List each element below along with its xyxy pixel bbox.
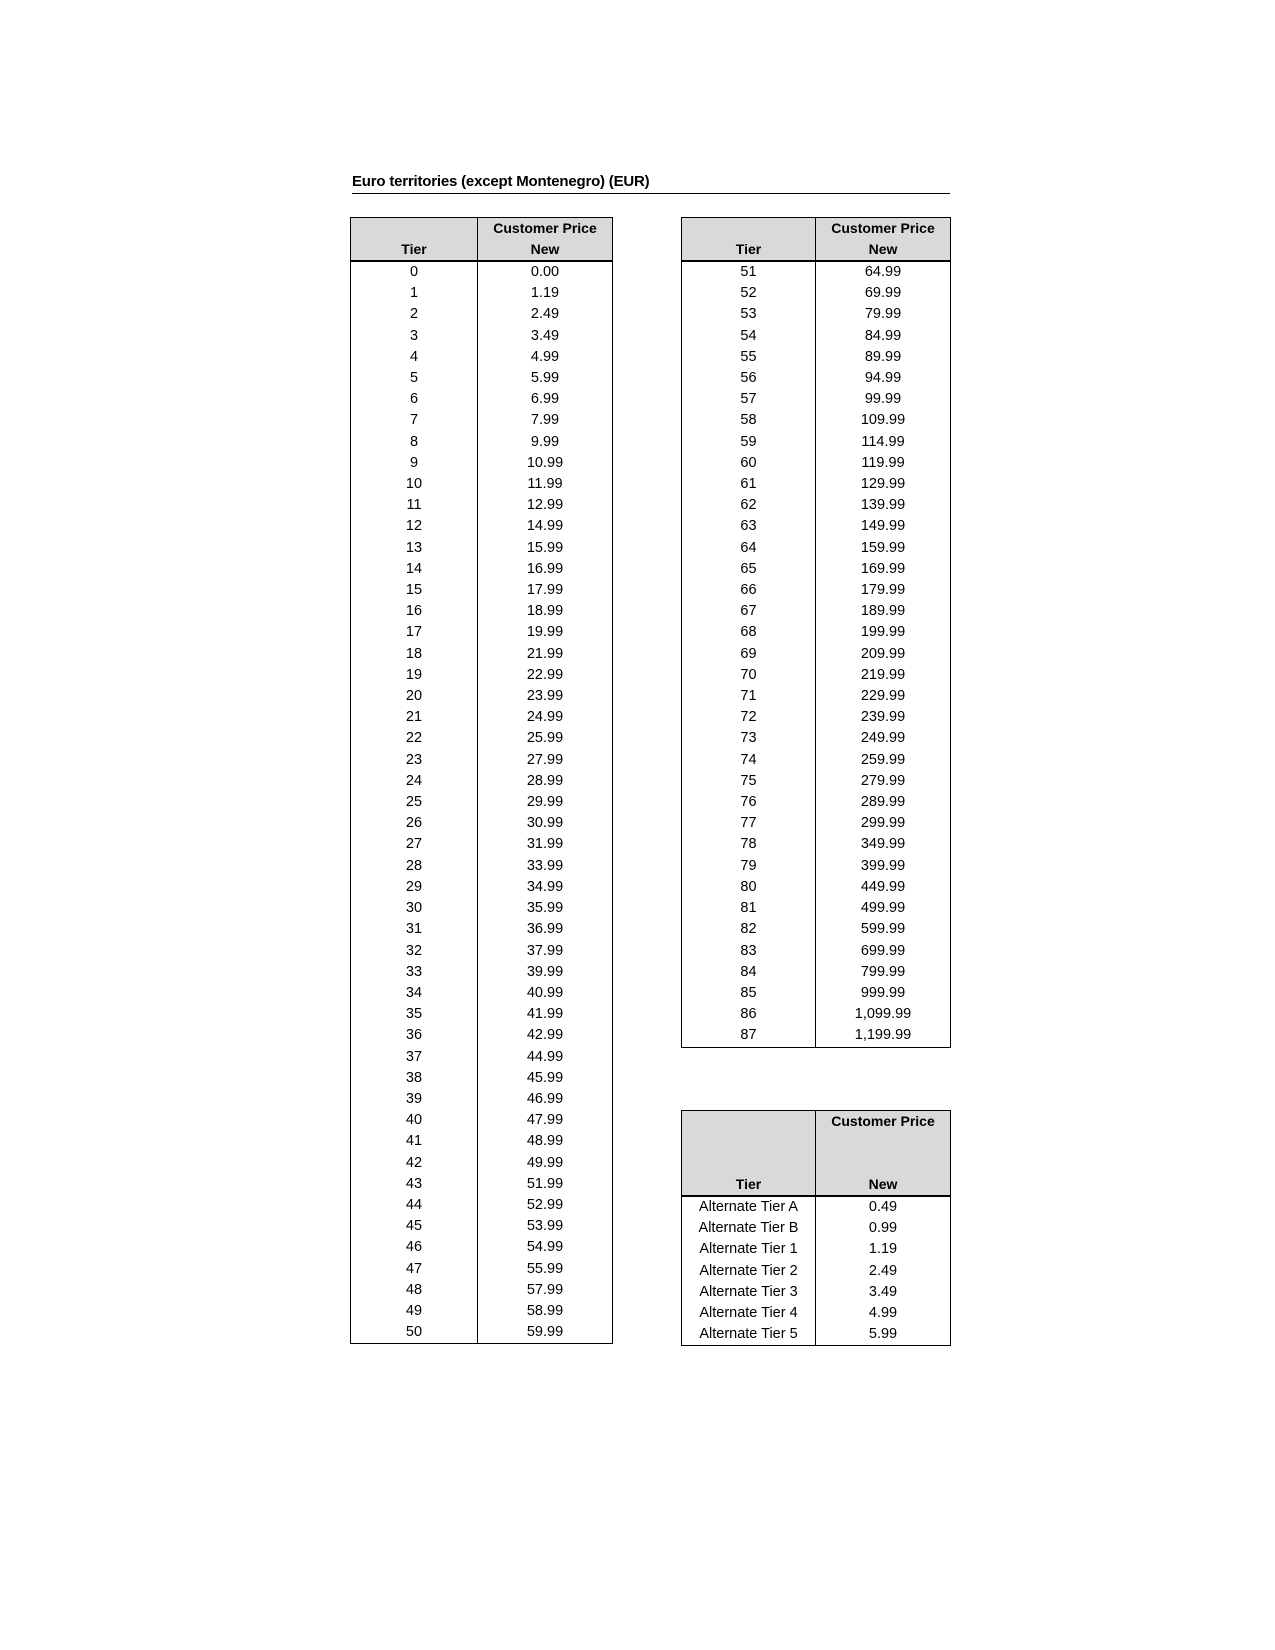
price-cell: 46.99 (478, 1089, 613, 1110)
table-row (682, 1324, 951, 1346)
table-row (682, 261, 951, 283)
price-cell: 94.99 (816, 368, 951, 389)
price-cell: 42.99 (478, 1025, 613, 1046)
tier-cell: 79 (682, 856, 816, 877)
tier-cell: Alternate Tier 4 (682, 1303, 816, 1324)
price-cell: 159.99 (816, 538, 951, 559)
tier-cell: 62 (682, 495, 816, 516)
tier-cell: 22 (351, 728, 478, 749)
price-cell: 84.99 (816, 326, 951, 347)
table-row (351, 834, 613, 855)
table-row (351, 410, 613, 431)
table-row (351, 1047, 613, 1068)
price-cell: 30.99 (478, 813, 613, 834)
tier-cell: 26 (351, 813, 478, 834)
tier-cell: 43 (351, 1174, 478, 1195)
tier-cell: 37 (351, 1047, 478, 1068)
price-cell: 6.99 (478, 389, 613, 410)
table-row (682, 1004, 951, 1025)
table-row (682, 728, 951, 749)
price-cell: 3.49 (478, 326, 613, 347)
tier-cell: 24 (351, 771, 478, 792)
tier-cell: 64 (682, 538, 816, 559)
price-cell: 249.99 (816, 728, 951, 749)
table-row (351, 1322, 613, 1344)
price-cell: 17.99 (478, 580, 613, 601)
table-row (351, 1280, 613, 1301)
price-cell: 229.99 (816, 686, 951, 707)
tier-cell: 56 (682, 368, 816, 389)
price-cell: 149.99 (816, 516, 951, 537)
table-row (351, 1174, 613, 1195)
price-cell: 37.99 (478, 941, 613, 962)
tier-cell: 45 (351, 1216, 478, 1237)
table-row (351, 1068, 613, 1089)
table-row (351, 1216, 613, 1237)
price-cell: 40.99 (478, 983, 613, 1004)
price-cell: 23.99 (478, 686, 613, 707)
tier-cell: 80 (682, 877, 816, 898)
table-row (682, 877, 951, 898)
price-cell: 299.99 (816, 813, 951, 834)
table-row (351, 1259, 613, 1280)
tier-cell: 33 (351, 962, 478, 983)
tier-cell: 30 (351, 898, 478, 919)
tier-cell: 32 (351, 941, 478, 962)
table-row (682, 453, 951, 474)
tier-cell: 11 (351, 495, 478, 516)
table-row (351, 983, 613, 1004)
tier-cell: 70 (682, 665, 816, 686)
price-cell: 4.99 (816, 1303, 951, 1324)
table-row (351, 516, 613, 537)
table-row (682, 771, 951, 792)
customer-price-column-header: Customer Price New (816, 218, 951, 262)
tier-cell: 77 (682, 813, 816, 834)
price-cell: 1,199.99 (816, 1025, 951, 1047)
table-row (351, 474, 613, 495)
price-cell: 5.99 (816, 1324, 951, 1346)
price-cell: 4.99 (478, 347, 613, 368)
price-cell: 129.99 (816, 474, 951, 495)
tier-cell: 75 (682, 771, 816, 792)
tier-cell: 19 (351, 665, 478, 686)
tier-cell: 81 (682, 898, 816, 919)
price-cell: 179.99 (816, 580, 951, 601)
table-row (351, 813, 613, 834)
page-title: Euro territories (except Montenegro) (EUR) (352, 173, 950, 194)
price-cell: 114.99 (816, 432, 951, 453)
price-cell: 239.99 (816, 707, 951, 728)
tier-cell: 59 (682, 432, 816, 453)
table-header-row (682, 218, 951, 262)
table-row (682, 601, 951, 622)
price-cell: 54.99 (478, 1237, 613, 1258)
price-cell: 21.99 (478, 644, 613, 665)
tier-cell: 82 (682, 919, 816, 940)
table-row (351, 856, 613, 877)
customer-price-column-header: Customer Price New (816, 1111, 951, 1197)
tier-cell: 55 (682, 347, 816, 368)
table-row (682, 898, 951, 919)
price-cell: 47.99 (478, 1110, 613, 1131)
price-cell: 1,099.99 (816, 1004, 951, 1025)
table-row (351, 771, 613, 792)
price-cell: 3.49 (816, 1282, 951, 1303)
price-cell: 259.99 (816, 750, 951, 771)
table-row (351, 898, 613, 919)
tier-cell: 14 (351, 559, 478, 580)
price-cell: 109.99 (816, 410, 951, 431)
tier-cell: 35 (351, 1004, 478, 1025)
table-row (351, 601, 613, 622)
price-cell: 10.99 (478, 453, 613, 474)
table-row (682, 495, 951, 516)
table-row (682, 941, 951, 962)
tier-cell: 65 (682, 559, 816, 580)
tier-cell: 4 (351, 347, 478, 368)
price-tier-table-right (681, 217, 951, 1048)
table-row (682, 1196, 951, 1218)
price-cell: 289.99 (816, 792, 951, 813)
price-cell: 7.99 (478, 410, 613, 431)
tier-cell: Alternate Tier 2 (682, 1261, 816, 1282)
tier-cell: 50 (351, 1322, 478, 1344)
tier-cell: 85 (682, 983, 816, 1004)
tier-cell: Alternate Tier B (682, 1218, 816, 1239)
table-row (682, 622, 951, 643)
price-cell: 64.99 (816, 261, 951, 283)
tier-cell: 5 (351, 368, 478, 389)
table-row (682, 1261, 951, 1282)
price-cell: 499.99 (816, 898, 951, 919)
tier-cell: 3 (351, 326, 478, 347)
table-row (682, 580, 951, 601)
table-row (351, 941, 613, 962)
tier-cell: 8 (351, 432, 478, 453)
tier-cell: 10 (351, 474, 478, 495)
tier-cell: 28 (351, 856, 478, 877)
table-row (351, 707, 613, 728)
price-cell: 1.19 (816, 1239, 951, 1260)
table-row (682, 1025, 951, 1047)
table-row (351, 389, 613, 410)
table-row (682, 432, 951, 453)
tier-cell: 41 (351, 1131, 478, 1152)
price-cell: 24.99 (478, 707, 613, 728)
price-cell: 55.99 (478, 1259, 613, 1280)
tier-column-header: Tier (351, 218, 478, 262)
price-cell: 89.99 (816, 347, 951, 368)
table-row (682, 1239, 951, 1260)
tier-cell: 71 (682, 686, 816, 707)
price-cell: 11.99 (478, 474, 613, 495)
table-row (351, 877, 613, 898)
tier-cell: 39 (351, 1089, 478, 1110)
table-row (351, 495, 613, 516)
price-cell: 279.99 (816, 771, 951, 792)
price-cell: 14.99 (478, 516, 613, 537)
price-cell: 59.99 (478, 1322, 613, 1344)
table-row (351, 283, 613, 304)
tier-cell: 13 (351, 538, 478, 559)
tier-cell: 63 (682, 516, 816, 537)
table-row (351, 665, 613, 686)
price-cell: 18.99 (478, 601, 613, 622)
price-cell: 9.99 (478, 432, 613, 453)
table-row (351, 962, 613, 983)
table-row (351, 304, 613, 325)
price-cell: 36.99 (478, 919, 613, 940)
price-cell: 699.99 (816, 941, 951, 962)
table-row (351, 1131, 613, 1152)
tier-cell: 73 (682, 728, 816, 749)
price-cell: 31.99 (478, 834, 613, 855)
price-cell: 209.99 (816, 644, 951, 665)
price-cell: 41.99 (478, 1004, 613, 1025)
price-cell: 399.99 (816, 856, 951, 877)
tier-cell: 17 (351, 622, 478, 643)
price-cell: 0.00 (478, 261, 613, 283)
price-cell: 53.99 (478, 1216, 613, 1237)
price-cell: 22.99 (478, 665, 613, 686)
tier-cell: 68 (682, 622, 816, 643)
tier-cell: 21 (351, 707, 478, 728)
tier-cell: 18 (351, 644, 478, 665)
price-cell: 49.99 (478, 1153, 613, 1174)
table-row (351, 580, 613, 601)
price-cell: 27.99 (478, 750, 613, 771)
tier-cell: 46 (351, 1237, 478, 1258)
tier-cell: 78 (682, 834, 816, 855)
table-row (682, 410, 951, 431)
tier-cell: Alternate Tier 3 (682, 1282, 816, 1303)
table-row (682, 347, 951, 368)
tier-cell: 15 (351, 580, 478, 601)
table-row (351, 559, 613, 580)
price-cell: 119.99 (816, 453, 951, 474)
tier-cell: 69 (682, 644, 816, 665)
price-cell: 45.99 (478, 1068, 613, 1089)
tier-cell: 0 (351, 261, 478, 283)
tier-cell: 7 (351, 410, 478, 431)
price-cell: 25.99 (478, 728, 613, 749)
tier-cell: 34 (351, 983, 478, 1004)
table-row (351, 453, 613, 474)
price-cell: 449.99 (816, 877, 951, 898)
tier-cell: 1 (351, 283, 478, 304)
table-row (682, 813, 951, 834)
tier-cell: 83 (682, 941, 816, 962)
price-cell: 34.99 (478, 877, 613, 898)
tier-cell: 49 (351, 1301, 478, 1322)
price-cell: 39.99 (478, 962, 613, 983)
tier-cell: 25 (351, 792, 478, 813)
price-cell: 69.99 (816, 283, 951, 304)
table-row (351, 919, 613, 940)
price-cell: 199.99 (816, 622, 951, 643)
tier-cell: 67 (682, 601, 816, 622)
price-cell: 2.49 (816, 1261, 951, 1282)
tier-cell: 27 (351, 834, 478, 855)
table-row (682, 856, 951, 877)
tier-cell: 51 (682, 261, 816, 283)
tier-cell: 40 (351, 1110, 478, 1131)
tier-cell: 2 (351, 304, 478, 325)
tier-cell: 6 (351, 389, 478, 410)
table-row (682, 834, 951, 855)
table-row (682, 962, 951, 983)
tier-cell: 57 (682, 389, 816, 410)
table-row (682, 368, 951, 389)
price-tier-table-left (350, 217, 613, 1344)
price-cell: 28.99 (478, 771, 613, 792)
price-cell: 99.99 (816, 389, 951, 410)
tier-cell: 54 (682, 326, 816, 347)
table-row (351, 1237, 613, 1258)
table-header-row (351, 218, 613, 262)
tier-cell: Alternate Tier A (682, 1196, 816, 1218)
table-row (682, 1303, 951, 1324)
price-cell: 1.19 (478, 283, 613, 304)
price-cell: 48.99 (478, 1131, 613, 1152)
price-cell: 51.99 (478, 1174, 613, 1195)
price-cell: 349.99 (816, 834, 951, 855)
table-row (351, 261, 613, 283)
table-row (682, 665, 951, 686)
tier-cell: 20 (351, 686, 478, 707)
table-row (351, 368, 613, 389)
table-row (351, 1301, 613, 1322)
price-cell: 58.99 (478, 1301, 613, 1322)
table-row (682, 919, 951, 940)
table-row (351, 538, 613, 559)
tier-cell: 87 (682, 1025, 816, 1047)
table-row (682, 474, 951, 495)
tier-cell: 44 (351, 1195, 478, 1216)
table-row (351, 644, 613, 665)
price-cell: 79.99 (816, 304, 951, 325)
table-row (682, 750, 951, 771)
table-row (351, 792, 613, 813)
price-cell: 33.99 (478, 856, 613, 877)
table-row (682, 707, 951, 728)
price-cell: 15.99 (478, 538, 613, 559)
tier-cell: Alternate Tier 5 (682, 1324, 816, 1346)
table-row (682, 686, 951, 707)
table-row (682, 538, 951, 559)
table-row (682, 792, 951, 813)
price-cell: 5.99 (478, 368, 613, 389)
table-row (682, 983, 951, 1004)
tier-cell: 66 (682, 580, 816, 601)
tier-cell: 42 (351, 1153, 478, 1174)
alternate-tier-table (681, 1110, 951, 1346)
tier-cell: 76 (682, 792, 816, 813)
table-row (351, 750, 613, 771)
table-row (682, 516, 951, 537)
price-cell: 139.99 (816, 495, 951, 516)
price-cell: 57.99 (478, 1280, 613, 1301)
table-row (682, 304, 951, 325)
table-row (351, 347, 613, 368)
price-cell: 52.99 (478, 1195, 613, 1216)
tier-cell: 9 (351, 453, 478, 474)
price-cell: 29.99 (478, 792, 613, 813)
table-row (682, 1282, 951, 1303)
price-cell: 19.99 (478, 622, 613, 643)
tier-cell: 52 (682, 283, 816, 304)
table-row (351, 1110, 613, 1131)
tier-cell: 16 (351, 601, 478, 622)
table-row (351, 1153, 613, 1174)
table-row (682, 644, 951, 665)
price-cell: 16.99 (478, 559, 613, 580)
table-row (351, 326, 613, 347)
table-row (682, 389, 951, 410)
tier-cell: 12 (351, 516, 478, 537)
price-cell: 0.49 (816, 1196, 951, 1218)
table-row (351, 1025, 613, 1046)
tier-cell: 47 (351, 1259, 478, 1280)
price-cell: 44.99 (478, 1047, 613, 1068)
price-cell: 169.99 (816, 559, 951, 580)
tier-cell: Alternate Tier 1 (682, 1239, 816, 1260)
tier-cell: 38 (351, 1068, 478, 1089)
table-row (682, 283, 951, 304)
price-cell: 189.99 (816, 601, 951, 622)
price-cell: 219.99 (816, 665, 951, 686)
table-row (682, 559, 951, 580)
customer-price-column-header: Customer Price New (478, 218, 613, 262)
price-cell: 599.99 (816, 919, 951, 940)
table-row (351, 1004, 613, 1025)
tier-cell: 74 (682, 750, 816, 771)
tier-cell: 36 (351, 1025, 478, 1046)
tier-column-header: Tier (682, 218, 816, 262)
table-row (351, 686, 613, 707)
table-row (351, 432, 613, 453)
table-row (351, 1089, 613, 1110)
tier-cell: 31 (351, 919, 478, 940)
tier-cell: 84 (682, 962, 816, 983)
tier-cell: 29 (351, 877, 478, 898)
tier-cell: 53 (682, 304, 816, 325)
tier-cell: 60 (682, 453, 816, 474)
table-row (351, 728, 613, 749)
price-cell: 0.99 (816, 1218, 951, 1239)
price-cell: 799.99 (816, 962, 951, 983)
price-cell: 2.49 (478, 304, 613, 325)
tier-cell: 72 (682, 707, 816, 728)
tier-cell: 23 (351, 750, 478, 771)
tier-cell: 58 (682, 410, 816, 431)
table-row (682, 326, 951, 347)
tier-cell: 86 (682, 1004, 816, 1025)
tier-cell: 61 (682, 474, 816, 495)
table-row (351, 1195, 613, 1216)
price-cell: 12.99 (478, 495, 613, 516)
tier-column-header: Tier (682, 1111, 816, 1197)
price-cell: 35.99 (478, 898, 613, 919)
tier-cell: 48 (351, 1280, 478, 1301)
table-row (351, 622, 613, 643)
price-cell: 999.99 (816, 983, 951, 1004)
table-row (682, 1218, 951, 1239)
table-header-row (682, 1111, 951, 1197)
